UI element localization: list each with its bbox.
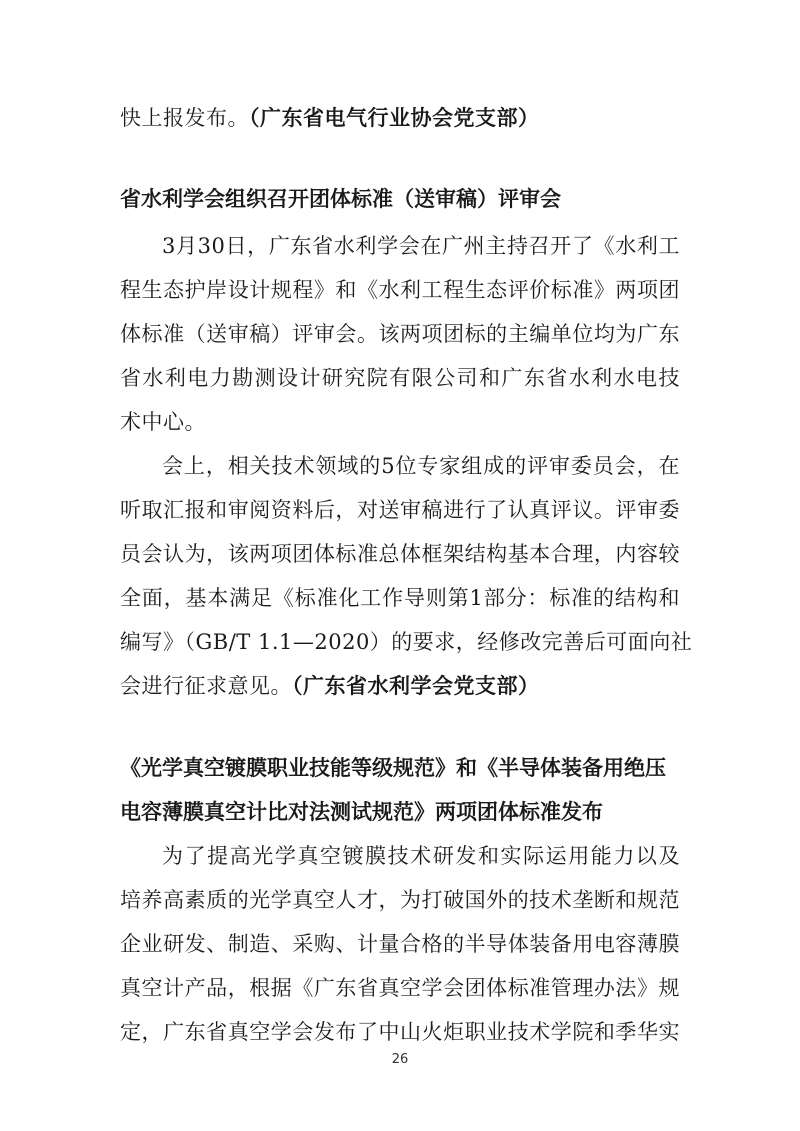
section1-para1-line: 3月30日，广东省水利学会在广州主持召开了《水利工 bbox=[162, 234, 680, 258]
section1-para1-line: 术中心。 bbox=[120, 410, 206, 434]
page-number: 26 bbox=[391, 1052, 409, 1067]
section1-para1-line: 程生态护岸设计规程》和《水利工程生态评价标准》两项团 bbox=[120, 278, 680, 302]
intro-source: （广东省电气行业协会党支部） bbox=[249, 106, 540, 130]
section2-para1-line: 培养高素质的光学真空人才，为打破国外的技术垄断和规范 bbox=[120, 888, 680, 912]
intro-text: 快上报发布。 bbox=[120, 106, 249, 130]
section1-para2-line: 员会认为，该两项团体标准总体框架结构基本合理，内容较 bbox=[120, 542, 680, 566]
section1-para2-line: 编写》（GB/T 1.1—2020）的要求，经修改完善后可面向社 bbox=[120, 630, 693, 654]
section1-para2-last-line bbox=[120, 672, 680, 700]
section1-para1-line: 省水利电力勘测设计研究院有限公司和广东省水利水电技 bbox=[120, 366, 680, 390]
section2-para1-line: 真空计产品，根据《广东省真空学会团体标准管理办法》规 bbox=[120, 976, 680, 1000]
section1-source: （广东省水利学会党支部） bbox=[292, 674, 540, 698]
section2-para1-line: 为了提高光学真空镀膜技术研发和实际运用能力以及 bbox=[162, 844, 680, 868]
section2-para1-line: 企业研发、制造、采购、计量合格的半导体装备用电容薄膜 bbox=[120, 932, 680, 956]
section1-para1-line: 体标准（送审稿）评审会。该两项团标的主编单位均为广东 bbox=[120, 322, 680, 346]
section1-para2-last-text: 会进行征求意见。 bbox=[120, 674, 292, 698]
section1-para2-line: 会上，相关技术领域的5位专家组成的评审委员会，在 bbox=[162, 454, 680, 478]
section1-heading: 省水利学会组织召开团体标准（送审稿）评审会 bbox=[120, 187, 561, 211]
section1-para2-line: 全面，基本满足《标准化工作导则第1部分：标准的结构和 bbox=[120, 586, 680, 610]
section2-heading-line: 《光学真空镀膜职业技能等级规范》和《半导体装备用绝压 bbox=[120, 756, 666, 780]
section2-para1-line: 定，广东省真空学会发布了中山火炬职业技术学院和季华实 bbox=[120, 1020, 680, 1044]
intro-paragraph bbox=[120, 104, 680, 132]
section2-heading-line: 电容薄膜真空计比对法测试规范》两项团体标准发布 bbox=[120, 800, 603, 824]
section1-para2-line: 听取汇报和审阅资料后，对送审稿进行了认真评议。评审委 bbox=[120, 498, 680, 522]
